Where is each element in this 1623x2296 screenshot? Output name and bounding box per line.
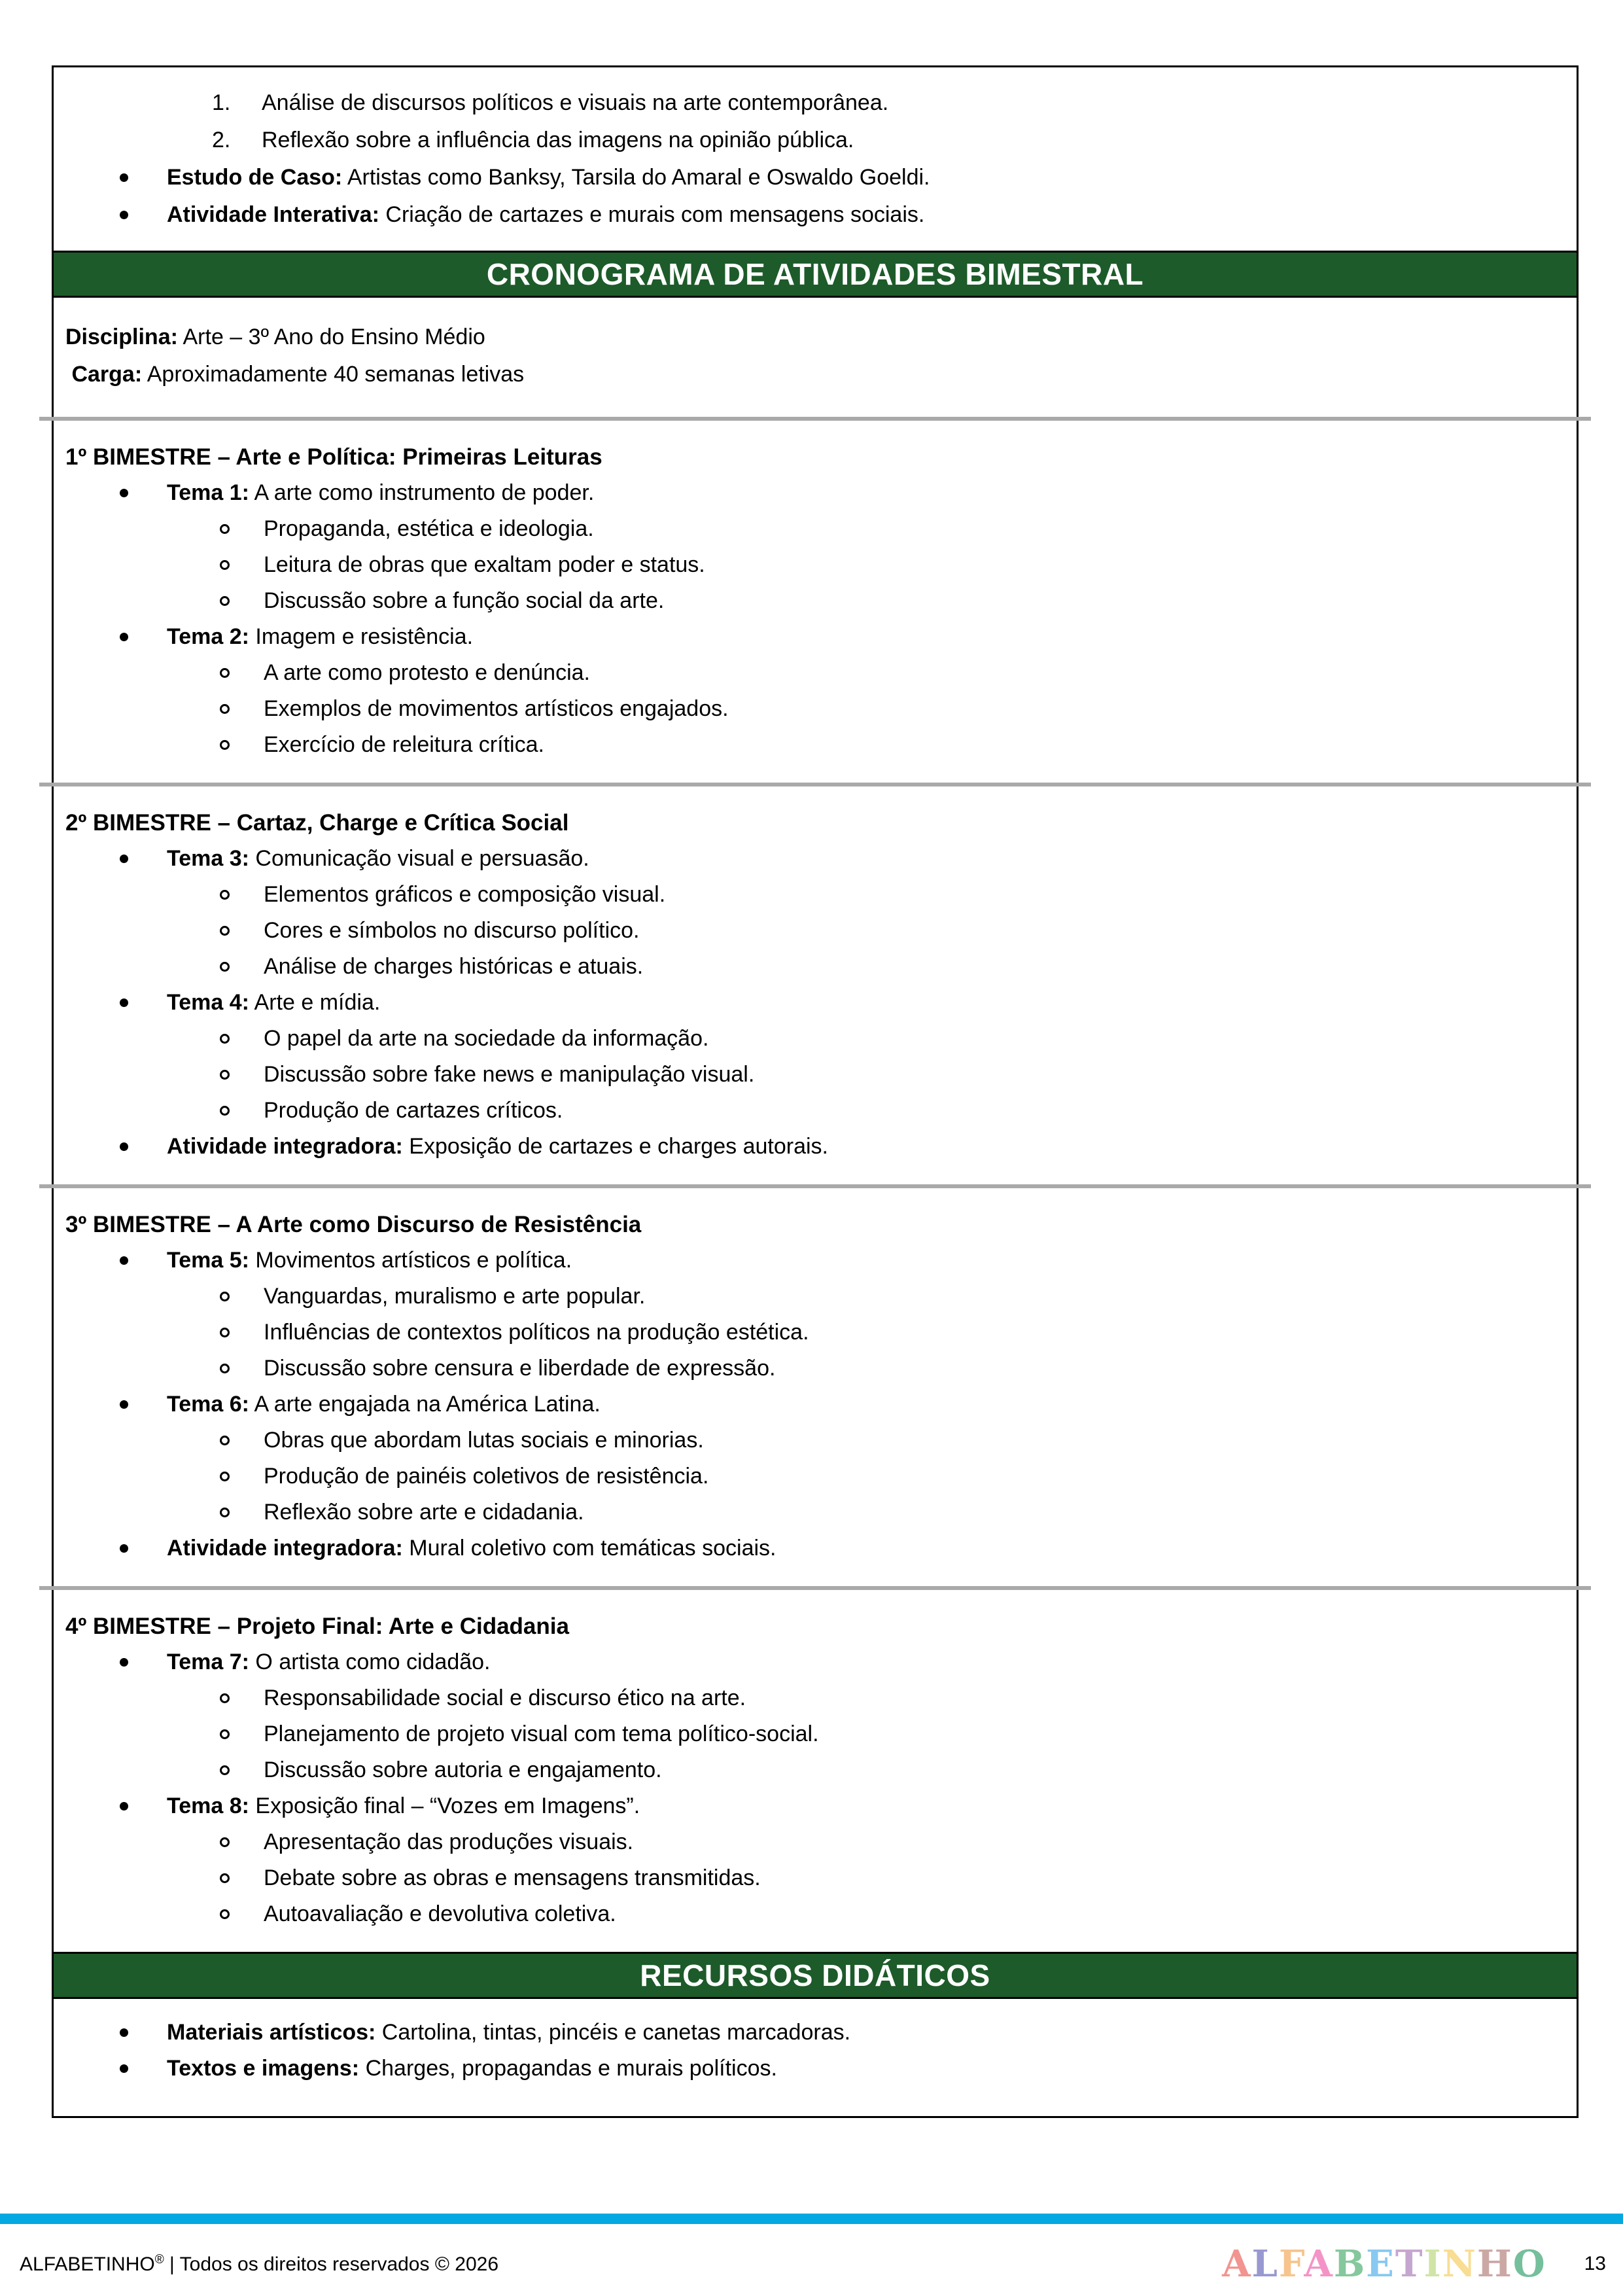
item-label: Tema 1:: [167, 480, 249, 505]
bimestres: [54, 417, 1577, 1952]
item-text: Cartolina, tintas, pincéis e canetas marcadoras.: [375, 2020, 851, 2045]
recursos-list: [54, 1999, 1577, 2098]
info-text: Arte – 3º Ano do Ensino Médio: [177, 325, 485, 349]
logo-letter: B: [1333, 2242, 1367, 2286]
hollow-bullet-icon: [220, 890, 230, 900]
hollow-bullet-icon: [220, 524, 230, 534]
brand-logo: [1222, 2242, 1546, 2286]
item-text: Discussão sobre a função social da arte.: [264, 588, 665, 613]
section-header-title: RECURSOS DIDÁTICOS: [640, 1958, 990, 1992]
sub-item: [54, 655, 1577, 691]
item-label: Atividade integradora:: [167, 1134, 403, 1159]
item-text: Charges, propagandas e murais políticos.: [359, 2056, 777, 2081]
recurso-item: [54, 2051, 1577, 2087]
item-text: O artista como cidadão.: [249, 1650, 491, 1674]
item-text: Leitura de obras que exaltam poder e status.: [264, 552, 705, 577]
info-line: [65, 319, 1577, 356]
sub-item: [54, 1279, 1577, 1315]
item-label: Tema 5:: [167, 1248, 249, 1273]
section-title: 3º BIMESTRE – A Arte como Discurso de Resistência: [65, 1212, 642, 1237]
bimestre-section: [54, 786, 1577, 1184]
sub-item: [54, 1896, 1577, 1932]
sub-item: [54, 1716, 1577, 1752]
bullet-icon: [120, 998, 128, 1007]
bullet-item: [54, 196, 1557, 234]
tema-item: [54, 1644, 1577, 1680]
item-label: Textos e imagens:: [167, 2056, 360, 2081]
sub-item: [54, 1315, 1577, 1351]
sub-item: [54, 1680, 1577, 1716]
item-label: Tema 4:: [167, 990, 249, 1015]
bullet-icon: [120, 1544, 128, 1553]
item-text: A arte engajada na América Latina.: [249, 1392, 601, 1417]
info-line: [65, 356, 1577, 393]
item-text: Produção de painéis coletivos de resistência.: [264, 1464, 709, 1489]
bimestre-section: [54, 1590, 1577, 1952]
hollow-bullet-icon: [220, 1070, 230, 1080]
bullet-icon: [120, 633, 128, 641]
item-text: Exposição final – “Vozes em Imagens”.: [249, 1793, 640, 1818]
item-text: Arte e mídia.: [249, 990, 381, 1015]
item-label: Tema 7:: [167, 1650, 249, 1674]
info-lines: [54, 298, 1577, 417]
tema-item: [54, 985, 1577, 1021]
item-text: Movimentos artísticos e política.: [249, 1248, 572, 1273]
sub-item: [54, 1860, 1577, 1896]
numbered-item: [54, 122, 1557, 159]
item-text: Cores e símbolos no discurso político.: [264, 918, 640, 943]
content-box: [52, 65, 1579, 2118]
tema-item: [54, 1243, 1577, 1279]
item-text: Mural coletivo com temáticas sociais.: [402, 1536, 777, 1561]
hollow-bullet-icon: [220, 1693, 230, 1703]
section-divider: [39, 783, 1591, 786]
section-title: 1º BIMESTRE – Arte e Política: Primeiras Leituras: [65, 444, 602, 470]
section-title: 4º BIMESTRE – Projeto Final: Arte e Cidadania: [65, 1614, 569, 1639]
tema-item: [54, 1386, 1577, 1422]
item-text: Elementos gráficos e composição visual.: [264, 882, 666, 907]
hollow-bullet-icon: [220, 1328, 230, 1337]
sub-item: [54, 1021, 1577, 1057]
item-text: Autoavaliação e devolutiva coletiva.: [264, 1901, 616, 1926]
footer-copyright: [20, 2253, 498, 2276]
section-header-recursos: [54, 1952, 1577, 1999]
section-header-title: CRONOGRAMA DE ATIVIDADES BIMESTRAL: [486, 257, 1144, 291]
bullet-item: [54, 159, 1557, 196]
logo-letter: H: [1476, 2242, 1513, 2286]
bullet-icon: [120, 855, 128, 863]
sub-item: [54, 1351, 1577, 1386]
hollow-bullet-icon: [220, 1909, 230, 1919]
logo-letter: I: [1423, 2242, 1442, 2286]
info-label: Carga:: [65, 362, 143, 387]
item-text: Vanguardas, muralismo e arte popular.: [264, 1284, 646, 1309]
registered-mark-icon: ®: [154, 2252, 164, 2267]
sub-item: [54, 1458, 1577, 1494]
bullet-icon: [120, 1256, 128, 1265]
item-text: Discussão sobre autoria e engajamento.: [264, 1757, 662, 1782]
hollow-bullet-icon: [220, 1765, 230, 1775]
sub-item: [54, 1494, 1577, 1530]
item-label: Tema 2:: [167, 624, 249, 649]
bimestre-section: [54, 421, 1577, 783]
item-text: Propaganda, estética e ideologia.: [264, 516, 594, 541]
sub-item: [54, 913, 1577, 949]
hollow-bullet-icon: [220, 1729, 230, 1739]
recurso-item: [54, 2015, 1577, 2051]
item-text: Debate sobre as obras e mensagens transmitidas.: [264, 1865, 761, 1890]
item-text: Apresentação das produções visuais.: [264, 1829, 634, 1854]
info-text: Aproximadamente 40 semanas letivas: [142, 362, 525, 387]
tema-item: [54, 1129, 1577, 1165]
bullet-icon: [120, 2064, 128, 2073]
hollow-bullet-icon: [220, 1837, 230, 1847]
section-divider: [39, 417, 1591, 421]
item-text: Exercício de releitura crítica.: [264, 732, 544, 757]
tema-item: [54, 475, 1577, 511]
hollow-bullet-icon: [220, 1472, 230, 1481]
item-text: Comunicação visual e persuasão.: [249, 846, 589, 871]
item-label: Tema 3:: [167, 846, 249, 871]
hollow-bullet-icon: [220, 596, 230, 606]
item-label: Atividade Interativa:: [167, 202, 379, 227]
hollow-bullet-icon: [220, 1873, 230, 1883]
item-text: Exposição de cartazes e charges autorais.: [402, 1134, 828, 1159]
logo-letter: N: [1442, 2242, 1477, 2286]
item-text: Discussão sobre censura e liberdade de expressão.: [264, 1356, 776, 1381]
sub-item: [54, 727, 1577, 763]
item-text: Planejamento de projeto visual com tema político-social.: [264, 1722, 819, 1746]
item-text: Análise de discursos políticos e visuais na arte contemporânea.: [262, 90, 889, 115]
item-label: Estudo de Caso:: [167, 165, 343, 190]
item-label: Tema 6:: [167, 1392, 249, 1417]
hollow-bullet-icon: [220, 704, 230, 714]
item-text: Reflexão sobre a influência das imagens na opinião pública.: [262, 128, 854, 152]
sub-item: [54, 1422, 1577, 1458]
item-label: Materiais artísticos:: [167, 2020, 376, 2045]
item-text: A arte como instrumento de poder.: [249, 480, 595, 505]
item-text: O papel da arte na sociedade da informação.: [264, 1026, 709, 1051]
bullet-icon: [120, 489, 128, 497]
sub-item: [54, 547, 1577, 583]
sub-item: [54, 949, 1577, 985]
logo-letter: O: [1512, 2242, 1546, 2286]
hollow-bullet-icon: [220, 1508, 230, 1517]
hollow-bullet-icon: [220, 1364, 230, 1373]
sub-item: [54, 1093, 1577, 1129]
bullet-icon: [120, 173, 128, 182]
item-text: Discussão sobre fake news e manipulação visual.: [264, 1062, 755, 1087]
item-text: Exemplos de movimentos artísticos engajados.: [264, 696, 729, 721]
hollow-bullet-icon: [220, 926, 230, 936]
sub-item: [54, 1057, 1577, 1093]
logo-letter: A: [1304, 2242, 1334, 2286]
item-text: Obras que abordam lutas sociais e minorias.: [264, 1428, 704, 1453]
bullet-icon: [120, 2028, 128, 2037]
section-divider: [39, 1586, 1591, 1590]
item-text: Artistas como Banksy, Tarsila do Amaral e Oswaldo Goeldi.: [342, 165, 930, 190]
sub-item: [54, 511, 1577, 547]
hollow-bullet-icon: [220, 962, 230, 972]
sub-item: [54, 1824, 1577, 1860]
logo-letter: A: [1222, 2242, 1252, 2286]
page-number: 13: [1584, 2253, 1606, 2274]
item-text: Imagem e resistência.: [249, 624, 474, 649]
list-number: 1.: [212, 90, 231, 115]
intro-list: [54, 67, 1577, 251]
item-label: Atividade integradora:: [167, 1536, 403, 1561]
hollow-bullet-icon: [220, 1106, 230, 1116]
sub-item: [54, 691, 1577, 727]
hollow-bullet-icon: [220, 560, 230, 570]
sub-item: [54, 1752, 1577, 1788]
footer-accent-bar: [0, 2214, 1623, 2224]
item-text: Produção de cartazes críticos.: [264, 1098, 563, 1123]
logo-letter: F: [1278, 2242, 1304, 2286]
tema-item: [54, 1788, 1577, 1824]
logo-letter: E: [1366, 2242, 1395, 2286]
section-divider: [39, 1184, 1591, 1188]
hollow-bullet-icon: [220, 1436, 230, 1445]
bullet-icon: [120, 1802, 128, 1810]
footer-copyright-text: | Todos os direitos reservados © 2026: [164, 2253, 499, 2275]
info-label: Disciplina:: [65, 325, 178, 349]
item-text: Influências de contextos políticos na produção estética.: [264, 1320, 809, 1345]
tema-item: [54, 1530, 1577, 1566]
sub-item: [54, 877, 1577, 913]
list-number: 2.: [212, 128, 231, 152]
hollow-bullet-icon: [220, 668, 230, 678]
section-header-cronograma: [54, 251, 1577, 298]
logo-letter: T: [1395, 2242, 1424, 2286]
tema-item: [54, 841, 1577, 877]
section-title: 2º BIMESTRE – Cartaz, Charge e Crítica Social: [65, 810, 569, 836]
item-text: A arte como protesto e denúncia.: [264, 660, 590, 685]
tema-item: [54, 619, 1577, 655]
footer-brand: ALFABETINHO: [20, 2253, 155, 2275]
item-text: Criação de cartazes e murais com mensagens sociais.: [379, 202, 925, 227]
bullet-icon: [120, 211, 128, 219]
bullet-icon: [120, 1142, 128, 1151]
item-text: Reflexão sobre arte e cidadania.: [264, 1500, 584, 1525]
bullet-icon: [120, 1658, 128, 1667]
sub-item: [54, 583, 1577, 619]
item-text: Responsabilidade social e discurso ético na arte.: [264, 1686, 746, 1710]
item-text: Análise de charges históricas e atuais.: [264, 954, 644, 979]
hollow-bullet-icon: [220, 1034, 230, 1044]
footer: [0, 2238, 1623, 2290]
bullet-icon: [120, 1400, 128, 1409]
footer-right: [1222, 2242, 1606, 2286]
numbered-item: [54, 84, 1557, 122]
hollow-bullet-icon: [220, 740, 230, 750]
bimestre-section: [54, 1188, 1577, 1586]
item-label: Tema 8:: [167, 1793, 249, 1818]
hollow-bullet-icon: [220, 1292, 230, 1301]
logo-letter: L: [1251, 2242, 1279, 2286]
